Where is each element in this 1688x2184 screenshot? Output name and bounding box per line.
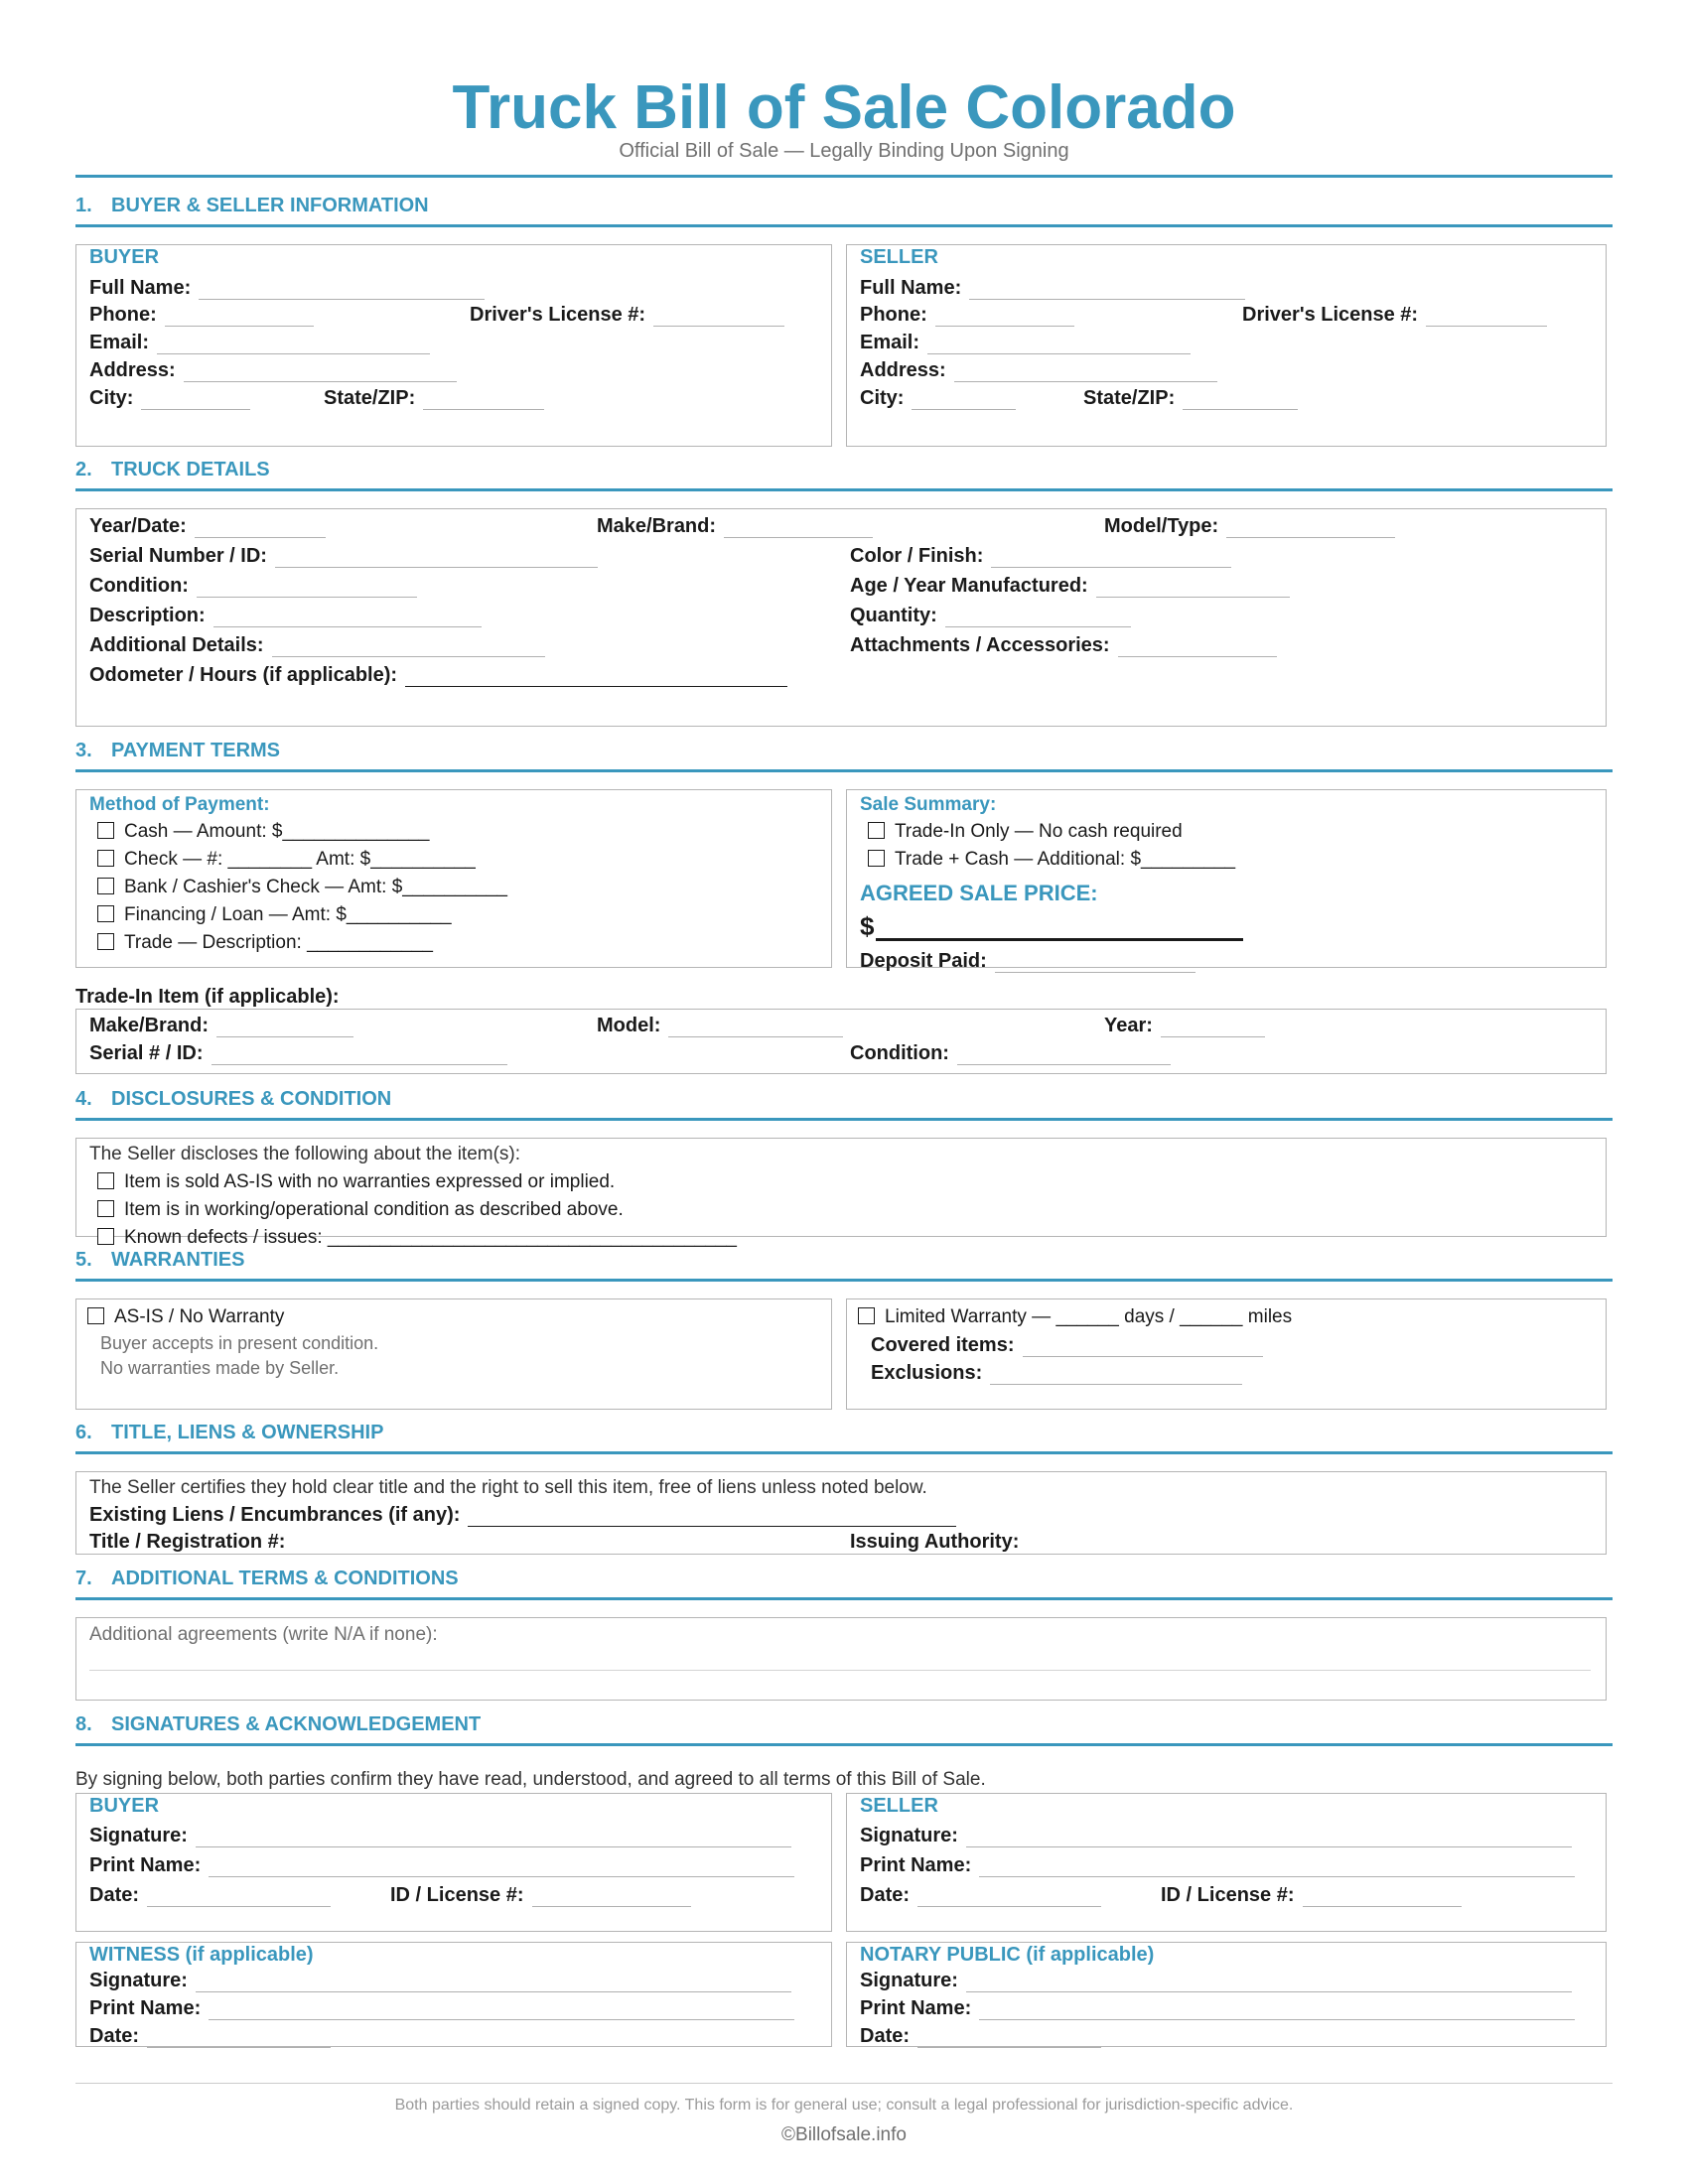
as-is-note-1: Buyer accepts in present condition. [100,1333,379,1353]
seller-signature-box [846,1793,1607,1932]
section-number: 1. [75,195,92,216]
document-subtitle: Official Bill of Sale — Legally Binding Upon Signing [619,140,1069,162]
payment-check-option[interactable]: Check — #: ________ Amt: $__________ [97,848,476,872]
trade-plus-cash-option[interactable]: Trade + Cash — Additional: $_________ [868,848,1235,872]
deposit-paid-field[interactable]: Deposit Paid: [860,949,1196,973]
seller-info-box [846,244,1607,447]
buyer-signature-heading: BUYER [89,1795,160,1817]
section-8-heading: 8. SIGNATURES & ACKNOWLEDGEMENT [75,1713,1613,1746]
truck-year-field[interactable]: Year/Date: [89,514,326,538]
notary-print-name-field[interactable]: Print Name: [860,1996,1575,2020]
checkbox-icon[interactable] [97,878,114,894]
seller-date-field[interactable]: Date: [860,1883,1101,1907]
truck-quantity-field[interactable]: Quantity: [850,604,1131,627]
buyer-signature-box [75,1793,832,1932]
agreed-sale-price-heading: AGREED SALE PRICE: [860,881,1098,905]
truck-attachments-field[interactable]: Attachments / Accessories: [850,633,1277,657]
seller-state-zip-field[interactable]: State/ZIP: [1083,386,1298,410]
payment-method-heading: Method of Payment: [89,794,270,815]
limited-warranty-option[interactable]: Limited Warranty — ______ days / ______ miles [858,1305,1292,1329]
payment-bank-check-option[interactable]: Bank / Cashier's Check — Amt: $__________ [97,876,507,899]
checkbox-icon[interactable] [868,822,885,839]
checkbox-icon[interactable] [97,1200,114,1217]
witness-print-name-field[interactable]: Print Name: [89,1996,794,2020]
trade-in-only-option[interactable]: Trade-In Only — No cash required [868,820,1183,844]
title-liens-intro: The Seller certifies they hold clear title and the right to sell this item, free of liens unless noted below. [89,1477,927,1498]
trade-in-heading: Trade-In Item (if applicable): [75,986,340,1008]
truck-additional-field[interactable]: Additional Details: [89,633,545,657]
title-registration-field[interactable]: Title / Registration #: [89,1531,286,1553]
section-6-heading: 6. TITLE, LIENS & OWNERSHIP [75,1422,1613,1454]
tradein-condition-field[interactable]: Condition: [850,1041,1171,1065]
additional-terms-line [89,1670,1591,1671]
truck-details-box [75,508,1607,727]
buyer-id-license-field[interactable]: ID / License #: [390,1883,691,1907]
seller-signature-field[interactable]: Signature: [860,1824,1572,1847]
issuing-authority-field[interactable]: Issuing Authority: [850,1531,1020,1553]
buyer-signature-field[interactable]: Signature: [89,1824,791,1847]
payment-method-box [75,789,832,968]
sale-summary-box [846,789,1607,972]
checkbox-icon[interactable] [868,850,885,867]
disclosure-defects-option[interactable]: Known defects / issues: _______________________________________ [97,1226,737,1250]
checkbox-icon[interactable] [97,1172,114,1189]
truck-model-field[interactable]: Model/Type: [1104,514,1395,538]
section-4-heading: 4. DISCLOSURES & CONDITION [75,1088,1613,1121]
seller-full-name-field[interactable]: Full Name: [860,276,1245,300]
sale-summary-heading: Sale Summary: [860,794,997,815]
title-divider [75,175,1613,178]
buyer-address-field[interactable]: Address: [89,358,457,382]
seller-address-field[interactable]: Address: [860,358,1217,382]
seller-phone-field[interactable]: Phone: [860,303,1074,327]
buyer-date-field[interactable]: Date: [89,1883,331,1907]
section-7-heading: 7. ADDITIONAL TERMS & CONDITIONS [75,1568,1613,1600]
buyer-license-field[interactable]: Driver's License #: [470,303,784,327]
tradein-make-field[interactable]: Make/Brand: [89,1014,353,1037]
notary-signature-box [846,1942,1607,2047]
buyer-email-field[interactable]: Email: [89,331,430,354]
disclosure-working-option[interactable]: Item is in working/operational condition as described above. [97,1198,624,1222]
buyer-full-name-field[interactable]: Full Name: [89,276,485,300]
as-is-warranty-box [75,1298,832,1410]
trade-in-box [75,1009,1607,1074]
buyer-city-field[interactable]: City: [89,386,250,410]
buyer-phone-field[interactable]: Phone: [89,303,314,327]
disclosure-as-is-option[interactable]: Item is sold AS-IS with no warranties expressed or implied. [97,1170,615,1194]
as-is-warranty-option[interactable]: AS-IS / No Warranty [87,1305,284,1329]
witness-date-field[interactable]: Date: [89,2024,331,2048]
truck-make-field[interactable]: Make/Brand: [597,514,873,538]
checkbox-icon[interactable] [97,1228,114,1245]
truck-serial-field[interactable]: Serial Number / ID: [89,544,598,568]
document-title: Truck Bill of Sale Colorado [452,73,1236,142]
signatures-intro: By signing below, both parties confirm they have read, understood, and agreed to all terms of this Bill of Sale. [75,1769,986,1790]
disclosures-intro: The Seller discloses the following about the item(s): [89,1144,521,1164]
tradein-model-field[interactable]: Model: [597,1014,843,1037]
witness-signature-box [75,1942,832,2047]
disclosures-box [75,1138,1607,1248]
section-1-heading [75,195,1613,227]
seller-id-license-field[interactable]: ID / License #: [1161,1883,1462,1907]
seller-city-field[interactable]: City: [860,386,1016,410]
witness-heading: WITNESS (if applicable) [89,1944,314,1966]
existing-liens-field[interactable]: Existing Liens / Encumbrances (if any): [89,1503,956,1527]
checkbox-icon[interactable] [97,905,114,922]
notary-signature-field[interactable]: Signature: [860,1969,1572,1992]
additional-terms-box[interactable] [75,1617,1607,1701]
footer-note: Both parties should retain a signed copy. This form is for general use; consult a legal professional for jurisdiction-specific advice. [394,2097,1294,2114]
buyer-print-name-field[interactable]: Print Name: [89,1853,794,1877]
tradein-year-field[interactable]: Year: [1104,1014,1265,1037]
checkbox-icon[interactable] [97,933,114,950]
footer-copyright: ©Billofsale.info [781,2124,907,2145]
buyer-heading: BUYER [89,246,160,268]
checkbox-icon[interactable] [97,822,114,839]
truck-description-field[interactable]: Description: [89,604,482,627]
seller-signature-heading: SELLER [860,1795,938,1817]
tradein-serial-field[interactable]: Serial # / ID: [89,1041,507,1065]
payment-cash-option[interactable]: Cash — Amount: $______________ [97,820,429,844]
seller-license-field[interactable]: Driver's License #: [1242,303,1547,327]
checkbox-icon[interactable] [87,1307,104,1324]
as-is-note-2: No warranties made by Seller. [100,1358,340,1378]
buyer-info-box [75,244,832,447]
section-2-heading: 2. TRUCK DETAILS [75,459,1613,491]
truck-color-field[interactable]: Color / Finish: [850,544,1231,568]
covered-items-field[interactable]: Covered items: [871,1333,1263,1357]
truck-condition-field[interactable]: Condition: [89,574,417,598]
checkbox-icon[interactable] [858,1307,875,1324]
additional-terms-prompt: Additional agreements (write N/A if none): [89,1624,438,1645]
limited-warranty-box [846,1298,1607,1410]
title-liens-box [75,1471,1607,1555]
exclusions-field[interactable]: Exclusions: [871,1361,1242,1385]
truck-odometer-field[interactable]: Odometer / Hours (if applicable): [89,663,787,687]
buyer-state-zip-field[interactable]: State/ZIP: [324,386,544,410]
seller-heading: SELLER [860,246,938,268]
seller-print-name-field[interactable]: Print Name: [860,1853,1575,1877]
footer-divider [75,2083,1613,2084]
section-5-heading: 5. WARRANTIES [75,1249,1613,1282]
notary-date-field[interactable]: Date: [860,2024,1101,2048]
payment-trade-option[interactable]: Trade — Description: ____________ [97,931,433,955]
checkbox-icon[interactable] [97,850,114,867]
witness-signature-field[interactable]: Signature: [89,1969,791,1992]
payment-financing-option[interactable]: Financing / Loan — Amt: $__________ [97,903,452,927]
section-3-heading: 3. PAYMENT TERMS [75,740,1613,772]
truck-age-field[interactable]: Age / Year Manufactured: [850,574,1290,598]
notary-heading: NOTARY PUBLIC (if applicable) [860,1944,1155,1966]
agreed-sale-price-field[interactable]: $ [860,911,1243,941]
section-title: BUYER & SELLER INFORMATION [111,195,429,216]
seller-email-field[interactable]: Email: [860,331,1191,354]
